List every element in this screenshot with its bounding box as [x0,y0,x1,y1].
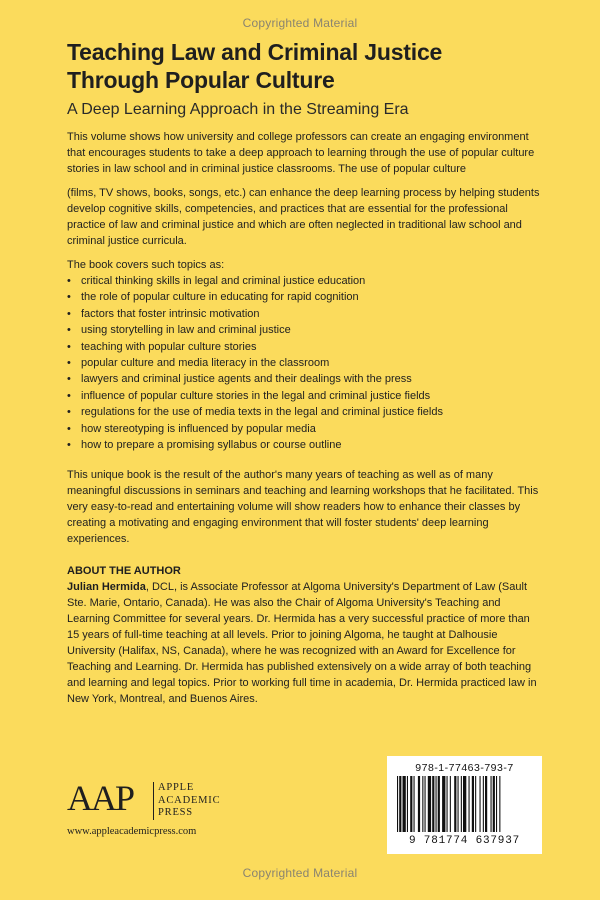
barcode-bar [432,776,434,832]
barcode-bar [483,776,484,832]
barcode-bar [469,776,470,832]
title-line-2: Through Popular Culture [67,67,335,93]
watermark-bottom: Copyrighted Material [242,866,358,880]
publisher-line-1: APPLE [158,782,195,793]
barcode-bar [397,776,398,832]
topics-lead: The book covers such topics as: [67,259,225,271]
barcode-bar [458,776,459,832]
publisher-url: www.appleacademicpress.com [67,826,197,837]
barcode-bars [397,776,532,832]
barcode-bar [461,776,462,832]
barcode-bar [491,776,492,832]
barcode-bar [480,776,481,832]
barcode-bar [403,776,406,832]
topic-item: • the role of popular culture in educating for rapid cognition [67,289,543,305]
book-subtitle: A Deep Learning Approach in the Streaming Era [67,101,409,118]
barcode-bar [472,776,474,832]
barcode-bar [485,776,487,832]
barcode-bar [436,776,437,832]
barcode-bar [475,776,476,832]
barcode-bar [499,776,500,832]
isbn-number: 978-1-77463-793-7 [415,762,514,774]
topic-item: • critical thinking skills in legal and criminal justice education [67,273,543,289]
barcode-bar [407,776,408,832]
topics-list [67,273,543,453]
topic-item: • teaching with popular culture stories [67,339,543,355]
topic-item: • regulations for the use of media texts in the legal and criminal justice fields [67,404,543,420]
barcode-bar [493,776,495,832]
publisher-line-3: PRESS [158,807,193,818]
barcode-bar [438,776,440,832]
closing-paragraph: This unique book is the result of the author's many years of teaching as well as of many meaningful discussions in seminars and teaching and learning workshops that he facilitated. This very easy-to-read and entertaining volume will show readers how to enhance their classes by creating a motivating and engaging environment that will foster students' deep learning experiences. [67,469,539,546]
intro-paragraph-2: (films, TV shows, books, songs, etc.) can enhance the deep learning process by helping students develop cognitive skills, competencies, and practices that are essential for the professional practice of law and criminal justice and which are often neglected in traditional law school and criminal justice curricula. [67,187,540,247]
barcode-bar [496,776,497,832]
intro-paragraph-1: This volume shows how university and college professors can create an engaging environment that encourages students to take a deep approach to learning through the use of popular culture stories in law school and in criminal justice classrooms. The use of popular culture [67,131,535,175]
topic-item: • influence of popular culture stories in the legal and criminal justice fields [67,388,543,404]
barcode-bar [463,776,466,832]
author-name: Julian Hermida [67,581,146,594]
barcode-bar [422,776,423,832]
topic-item: • popular culture and media literacy in the classroom [67,355,543,371]
barcode-bar [442,776,445,832]
topic-item: • how stereotyping is influenced by popular media [67,421,543,437]
author-bio-text: , DCL, is Associate Professor at Algoma University's Department of Law (Sault Ste. Marie, Ontario, Canada). He was also the Chair of Algoma University's Teaching and Learning Committee for several years. Dr. Hermida has a very successful practice of more than 15 years of full-time teaching at all levels. Prior to joining Algoma, he taught at Dalhousie University (Halifax, NS, Canada), where he was recognized with an Award for Excellence for Teaching and Learning. Dr. Hermida has published extensively on a wide array of both teaching and learning and legal topics. Prior to working full time in academia, Dr. Hermida practiced law in New York, Montreal, and Buenos Aires. [67,581,537,706]
barcode-bar [450,776,451,832]
about-author-heading: ABOUT THE AUTHOR [67,565,181,578]
topic-item: • using storytelling in law and criminal justice [67,322,543,338]
barcode-bar [414,776,415,832]
topic-item: • factors that foster intrinsic motivation [67,306,543,322]
author-bio [67,579,543,707]
back-cover-content [67,38,543,707]
title-line-1: Teaching Law and Criminal Justice [67,39,443,65]
watermark-top: Copyrighted Material [242,16,358,30]
barcode-bar [454,776,456,832]
topic-item: • how to prepare a promising syllabus or course outline [67,437,543,453]
logo-divider [153,782,154,820]
barcode-bar [410,776,412,832]
barcode-bar [418,776,420,832]
publisher-name [158,782,248,820]
barcode-bar [425,776,426,832]
aap-logo-mark: AAP [67,778,134,818]
barcode-bar [428,776,431,832]
publisher-line-2: ACADEMIC [158,794,221,806]
topic-item: • lawyers and criminal justice agents and their dealings with the press [67,371,543,387]
barcode-bar [447,776,448,832]
ean-digits: 9 781774 637937 [408,835,521,847]
book-title [67,38,543,94]
isbn-barcode [387,756,542,854]
barcode-bar [399,776,401,832]
